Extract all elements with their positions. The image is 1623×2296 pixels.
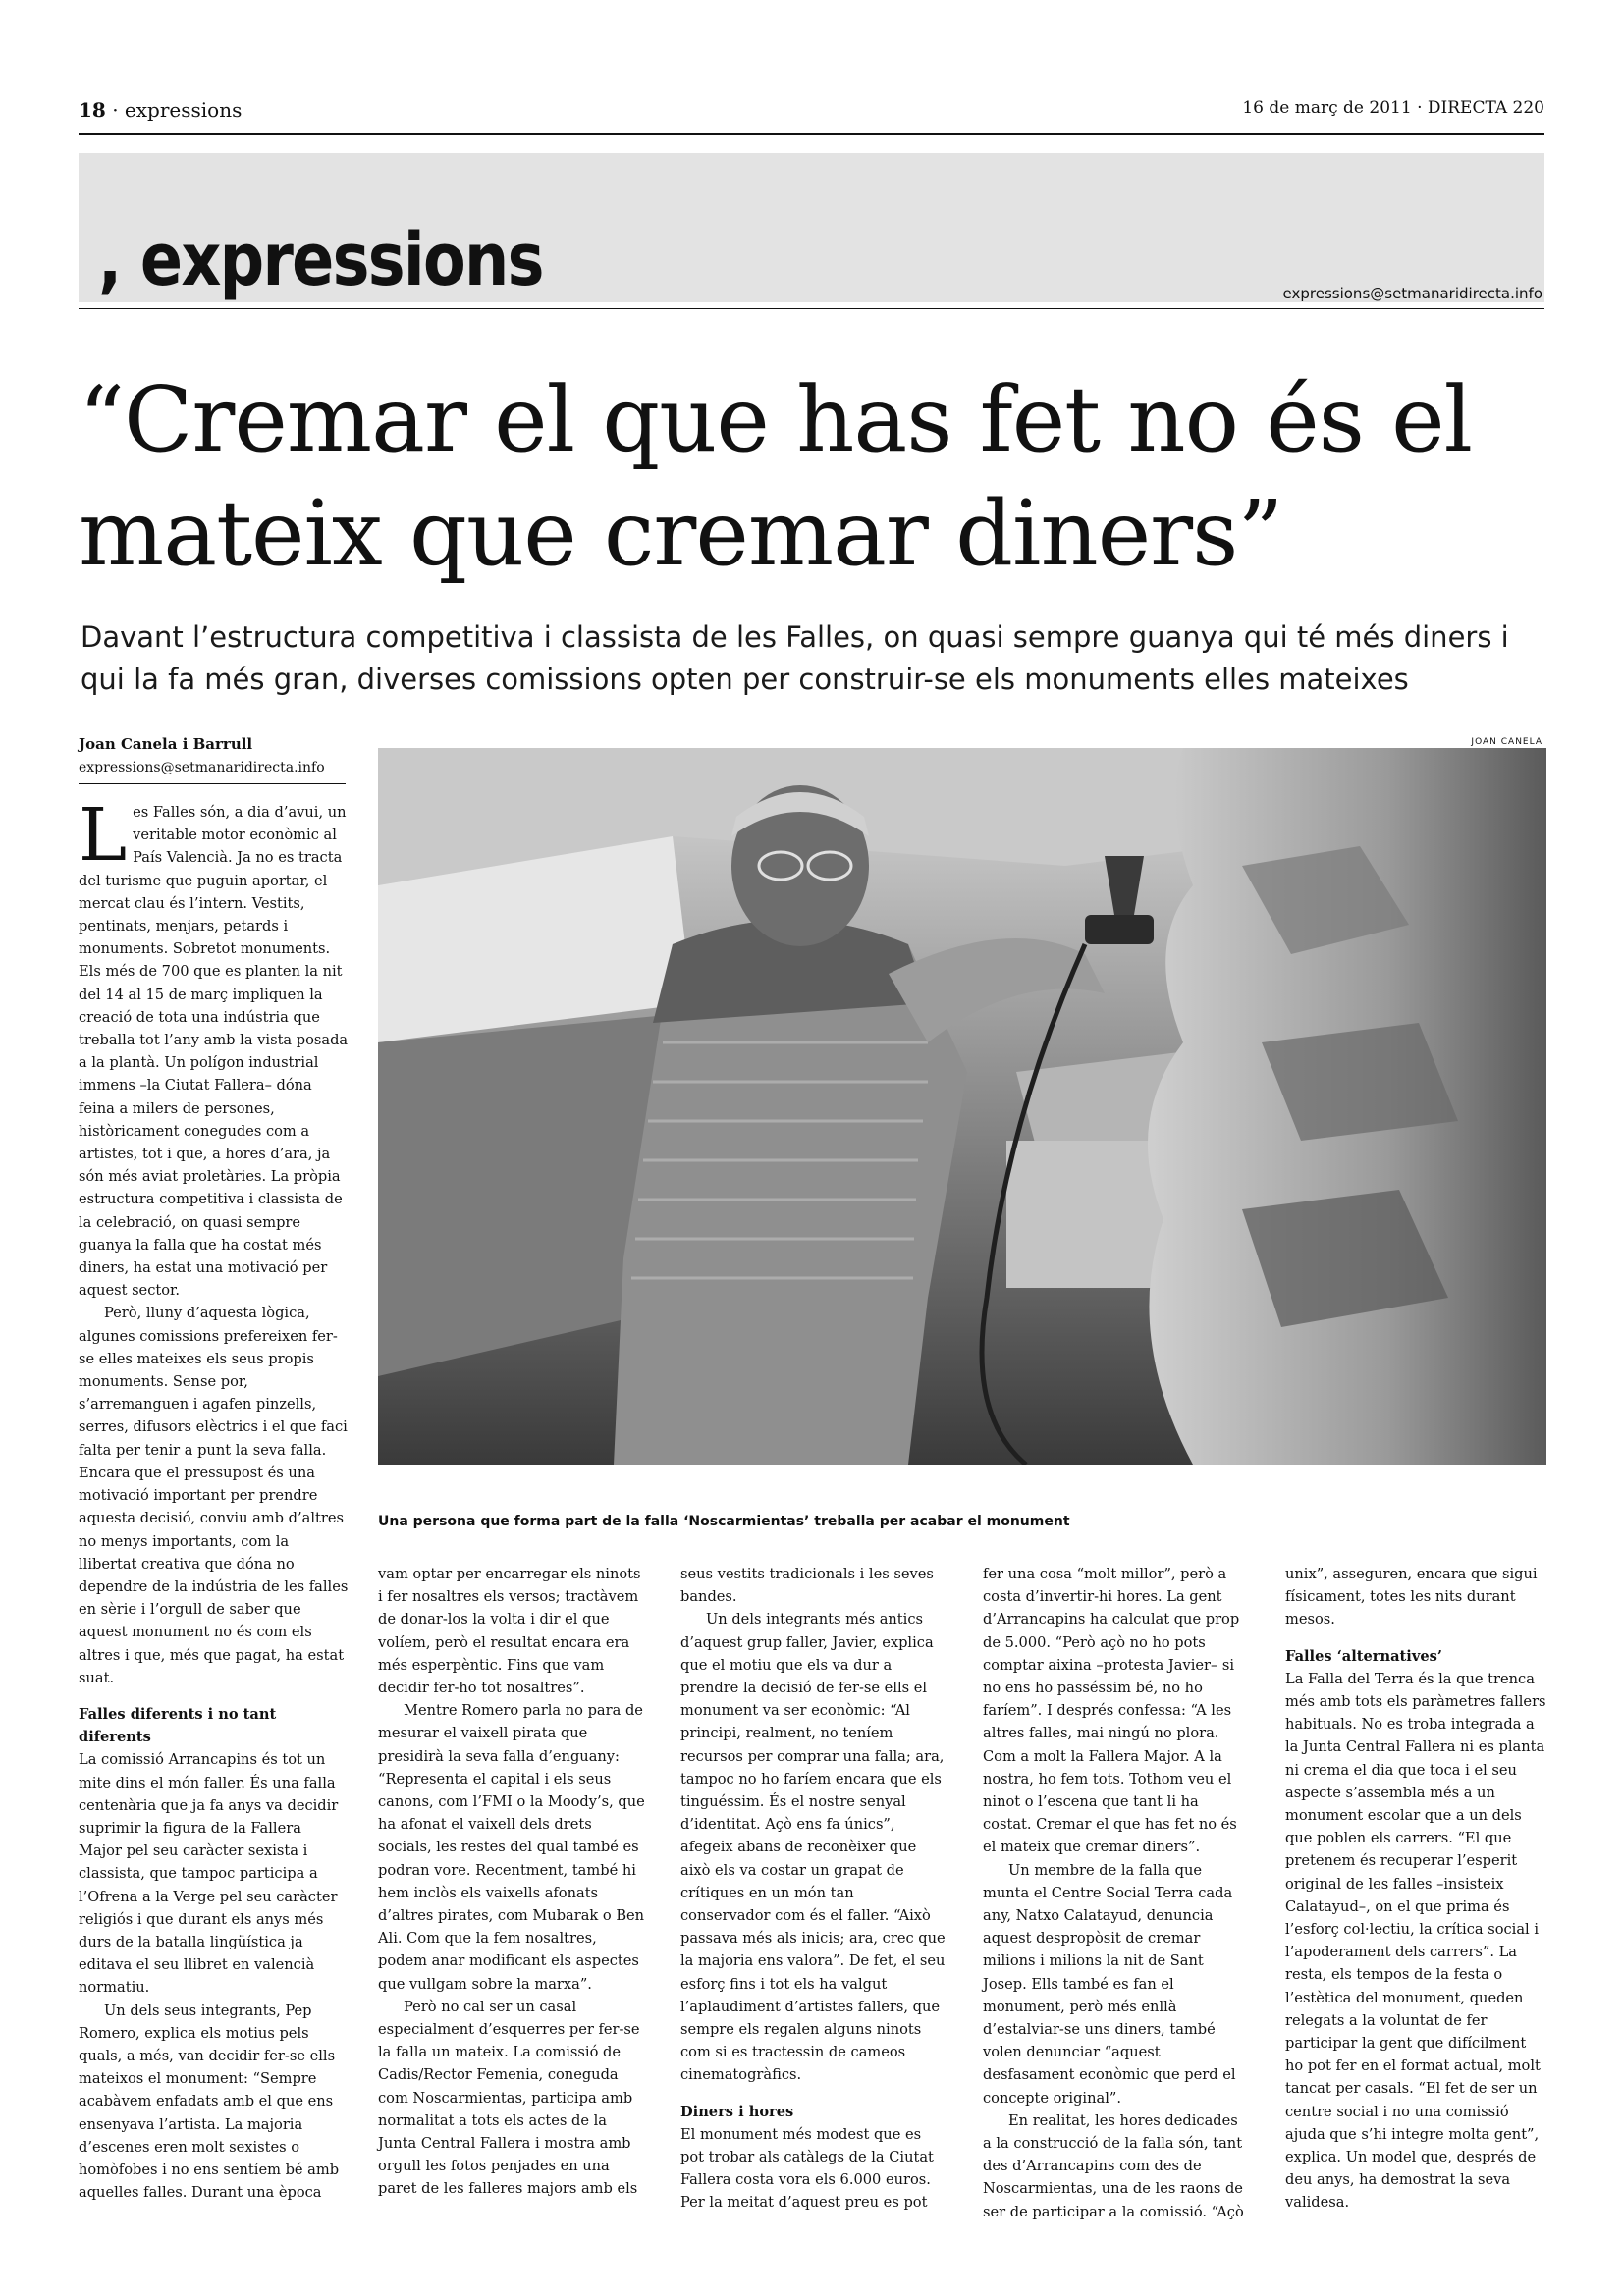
paragraph: unix”, asseguren, encara que sigui físicament, totes les nits durant mesos. — [1285, 1566, 1538, 1629]
byline-name: Joan Canela i Barrull — [79, 735, 253, 753]
page-number: 18 — [79, 98, 106, 122]
byline-email: expressions@setmanaridirecta.info — [79, 760, 325, 775]
paragraph: fer una cosa “molt millor”, però a costa d’invertir-hi hores. La gent d’Arrancapins ha calculat que prop de 5.000. “Però açò no ho pots comptar aixina –protesta Javier– si no ens ho passéssim bé, no ho faríem”. I després confessa: “A les altres falles, mai ningú no plora. Com a molt la Fallera Major. A la nostra, ho fem tots. Tothom veu el ninot o l’escena que tant li ha costat. Cremar el que has fet no és el mateix que cremar diners”. — [983, 1566, 1240, 1856]
article-column-2 — [378, 1563, 645, 2201]
photo-illustration — [378, 748, 1546, 1465]
paragraph: seus vestits tradicionals i les seves bandes. — [680, 1566, 934, 1606]
section-rule — [79, 308, 1544, 309]
paragraph: En realitat, les hores dedicades a la construcció de la falla són, tant des d’Arrancapins com des de Noscarmientas, una de les raons de ser de participar a la comissió. “Açò — [983, 2111, 1244, 2220]
drop-cap: L — [79, 793, 128, 878]
paragraph: Però, lluny d’aquesta lògica, algunes comissions prefereixen fer-se elles mateixes els seus propis monuments. Sense por, s’arremanguen i agafen pinzells, serres, difusors elèctrics i el que faci falta per tenir a punt la seva falla. Encara que el pressupost és una motivació important per prendre aquesta decisió, conviu amb d’altres no menys importants, com la llibertat creativa que dóna no dependre de la indústria de les falles en sèrie i l’orgull de saber que aquest monument no és com els altres i que, més que pagat, ha estat suat. — [79, 1305, 349, 1686]
subheading: Diners i hores — [680, 2103, 794, 2120]
subheading: Falles diferents i no tant diferents — [79, 1705, 277, 1746]
folio-left: 18 · expressions — [79, 98, 243, 122]
photo-credit: JOAN CANELA — [1471, 737, 1542, 747]
paragraph: La comissió Arrancapins és tot un mite dins el món faller. És una falla centenària que ja fa anys va decidir suprimir la figura de la Fallera Major pel seu caràcter sexista i classista, que tampoc participa a l’Ofrena a la Verge pel seu caràcter religiós i que durant els anys més durs de la batalla lingüística ja editava el seu llibret en valencià normatiu. — [79, 1751, 339, 1997]
paragraph: Un membre de la falla que munta el Centre Social Terra cada any, Natxo Calatayud, denuncia aquest despropòsit de cremar milions i milions la nit de Sant Josep. Ells també es fan el monument, però més enllà d’estalviar-se uns diners, també volen denunciar “aquest desfasament econòmic que perd el concepte original”. — [983, 1861, 1236, 2107]
photo-caption: Una persona que forma part de la falla ‘Noscarmientas’ treballa per acabar el monument — [378, 1514, 1070, 1529]
folio-right: 16 de març de 2011 · DIRECTA 220 — [1242, 98, 1544, 118]
article-column-4 — [983, 1563, 1250, 2223]
paragraph: Les Falles són, a dia d’avui, un veritable motor econòmic al País Valencià. Ja no es tracta del turisme que puguin aportar, el mercat clau és l’intern. Vestits, pentinats, menjars, petards i monuments. Sobretot monuments. Els més de 700 que es planten la nit del 14 al 15 de març impliquen la creació de tota una indústria que treballa tot l’any amb la vista posada a la plantà. Un polígon industrial immens –la Ciutat Fallera– dóna feina a milers de persones, històricament conegudes com a artistes, tot i que, a hores d’ara, ja són més aviat proletàries. La pròpia estructura competitiva i classista de la celebració, on quasi sempre guanya la falla que ha costat més diners, ha estat una motivació per aquest sector. — [79, 793, 349, 1300]
headline: “Cremar el que has fet no és el mateix que cremar diners” — [79, 367, 1473, 586]
article-column-3 — [680, 1563, 947, 2215]
byline-rule — [79, 783, 346, 784]
paragraph: Un dels integrants més antics d’aquest grup faller, Javier, explica que el motiu que els va dur a prendre la decisió de fer-se ells el monument va ser econòmic: “Al principi, realment, no teníem recursos per comprar una falla; ara, tampoc no ho faríem encara que els tinguéssim. És el nostre senyal d’identitat. Açò ens fa únics”, afegeix abans de reconèixer que això els va costar un grapat de crítiques en un món tan conservador com és el faller. “Això passava més als inicis; ara, crec que la majoria ens valora”. De fet, el seu esforç fins i tot els ha valgut l’aplaudiment d’artistes fallers, que sempre els regalen alguns ninots com si es tractessin de cameos cinematogràfics. — [680, 1611, 946, 2084]
paragraph: Un dels seus integrants, Pep Romero, explica els motius pels quals, a més, van decidir fer-se ells mateixos el monument: “Sempre acabàvem enfadats amb el que ens ensenyava l’artista. La majoria d’escenes eren molt sexistes o homòfobes i no ens sentíem bé amb aquelles falles. Durant una època — [79, 2002, 340, 2202]
article-photo — [378, 748, 1546, 1465]
paragraph: Però no cal ser un casal especialment d’esquerres per fer-se la falla un mateix. La comissió de Cadis/Rector Femenia, coneguda com Noscarmientas, participa amb normalitat a tots els actes de la Junta Central Fallera i mostra amb orgull les fotos penjades en una paret de les falleres majors amb els — [378, 1998, 640, 2198]
paragraph: Mentre Romero parla no para de mesurar el vaixell pirata que presidirà la seva falla d’enguany: “Representa el capital i els seus canons, com l’FMI o la Moody’s, que ha afonat el vaixell dels drets socials, les restes del qual també es podran vore. Recentment, també hi hem inclòs els vaixells afonats d’altres pirates, com Mubarak o Ben Ali. Com que la fem nosaltres, podem anar modificant els aspectes que vullgam sobre la marxa”. — [378, 1702, 645, 1993]
issue-date: 16 de març de 2011 — [1242, 98, 1412, 118]
subheading: Falles ‘alternatives’ — [1285, 1647, 1442, 1665]
paragraph: vam optar per encarregar els ninots i fer nosaltres els versos; tractàvem de donar-los la volta i dir el que volíem, però el resultat encara era més esperpèntic. Fins que vam decidir fer-ho tot nosaltres”. — [378, 1566, 641, 1697]
publication-name: DIRECTA 220 — [1427, 98, 1544, 118]
section-email: expressions@setmanaridirecta.info — [1282, 285, 1542, 302]
paragraph: La Falla del Terra és la que trenca més amb tots els paràmetres fallers habituals. No es troba integrada a la Junta Central Fallera ni es planta ni crema el dia que toca i el seu aspecte s’assembla més a un monument escolar que a un dels que poblen els carrers. “El que pretenem és recuperar l’esperit original de les falles –insisteix Calatayud–, on el que prima és l’esforç col·lectiu, la crítica social i l’apoderament dels carrers”. La resta, els tempos de la festa o l’estètica del monument, queden relegats a la voluntat de fer participar la gent que difícilment ho pot fer en el format actual, molt tancat per casals. “El fet de ser un centre social i no una comissió ajuda que s’hi integre molta gent”, explica. Un model que, després de deu anys, ha demostrat la seva validesa. — [1285, 1670, 1546, 2212]
paragraph: El monument més modest que es pot trobar als catàlegs de la Ciutat Fallera costa vora els 6.000 euros. Per la meitat d’aquest preu es pot — [680, 2125, 934, 2212]
deck: Davant l’estructura competitiva i classista de les Falles, on quasi sempre guanya qui té més diners i qui la fa més gran, diverses comissions opten per construir-se els monuments elles mateixes — [81, 620, 1509, 696]
section-title: , expressions — [98, 218, 543, 302]
article-column-5 — [1285, 1563, 1548, 2215]
article-column-1 — [79, 793, 349, 2204]
top-rule — [79, 133, 1544, 135]
folio-section: expressions — [124, 98, 243, 122]
